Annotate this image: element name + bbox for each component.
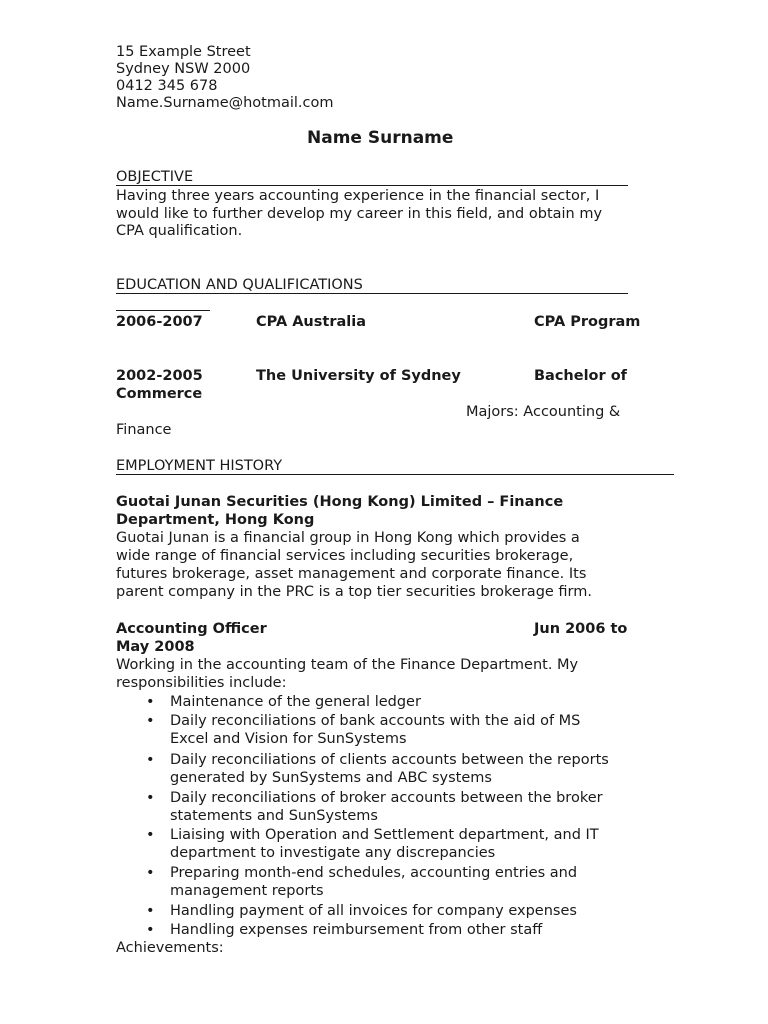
bullet-icon: •: [146, 752, 155, 768]
role-title: Accounting Officer: [116, 621, 267, 637]
role-intro-line-2: responsibilities include:: [116, 675, 287, 691]
list-item: [146, 903, 650, 921]
education-heading: [116, 277, 628, 294]
duty-text: Daily reconciliations of broker accounts between the broker: [170, 790, 603, 806]
edu-2-years: 2002-2005: [116, 368, 203, 384]
bullet-icon: •: [146, 922, 155, 938]
list-item: [146, 752, 650, 787]
education-heading-label: EDUCATION AND QUALIFICATIONS: [116, 277, 363, 293]
duty-text-cont: management reports: [170, 882, 324, 899]
company-desc-line-1: Guotai Junan is a financial group in Hong Kong which provides a: [116, 530, 580, 546]
objective-heading: [116, 169, 628, 186]
duty-text-cont: generated by SunSystems and ABC systems: [170, 769, 492, 786]
objective-line-1: Having three years accounting experience in the financial sector, I: [116, 188, 600, 204]
bullet-icon: •: [146, 865, 155, 881]
role-intro-line-1: Working in the accounting team of the Finance Department. My: [116, 657, 579, 673]
role-dates-cont: May 2008: [116, 639, 195, 655]
objective-line-3: CPA qualification.: [116, 223, 243, 239]
duty-text: Daily reconciliations of bank accounts with the aid of MS: [170, 713, 581, 729]
objective-heading-label: OBJECTIVE: [116, 169, 194, 185]
duty-text-cont: department to investigate any discrepancies: [170, 844, 496, 861]
duty-text-cont: Excel and Vision for SunSystems: [170, 730, 407, 747]
company-desc-line-4: parent company in the PRC is a top tier securities brokerage firm.: [116, 584, 593, 600]
page-title: Name Surname: [307, 128, 454, 148]
contact-phone: 0412 345 678: [116, 78, 218, 94]
list-item: [146, 827, 650, 862]
duty-text: Handling expenses reimbursement from other staff: [170, 922, 543, 938]
bullet-icon: •: [146, 790, 155, 806]
edu-2-majors-cont: Finance: [116, 422, 172, 438]
company-desc-line-3: futures brokerage, asset management and corporate finance. Its: [116, 566, 587, 582]
duty-text: Preparing month-end schedules, accounting entries and: [170, 865, 578, 881]
list-item: [146, 790, 650, 825]
employment-heading: [116, 458, 674, 475]
list-item: [146, 922, 650, 940]
duty-text-cont: statements and SunSystems: [170, 807, 378, 824]
bullet-icon: •: [146, 903, 155, 919]
bullet-icon: •: [146, 827, 155, 843]
edu-2-institution: The University of Sydney: [256, 368, 461, 384]
duty-text: Handling payment of all invoices for company expenses: [170, 903, 577, 919]
company-desc-line-2: wide range of financial services including securities brokerage,: [116, 548, 574, 564]
list-item: [146, 713, 650, 748]
employment-heading-label: EMPLOYMENT HISTORY: [116, 458, 283, 474]
contact-street: 15 Example Street: [116, 44, 251, 60]
company-name-line-1: Guotai Junan Securities (Hong Kong) Limited – Finance: [116, 494, 564, 510]
edu-2-majors: Majors: Accounting &: [466, 404, 621, 420]
duty-text: Daily reconciliations of clients accounts between the reports: [170, 752, 609, 768]
edu-1-years: 2006-2007: [116, 314, 203, 330]
bullet-icon: •: [146, 694, 155, 710]
objective-line-2: would like to further develop my career in this field, and obtain my: [116, 206, 603, 222]
contact-email: Name.Surname@hotmail.com: [116, 95, 334, 111]
contact-city: Sydney NSW 2000: [116, 61, 251, 77]
list-item: [146, 694, 650, 712]
duty-text: Liaising with Operation and Settlement department, and IT: [170, 827, 599, 843]
edu-2-award: Bachelor of: [534, 368, 627, 384]
achievements-label: Achievements:: [116, 940, 224, 956]
list-item: [146, 865, 650, 900]
edu-1-institution: CPA Australia: [256, 314, 366, 330]
role-dates: Jun 2006 to: [534, 621, 628, 637]
edu-1-award: CPA Program: [534, 314, 641, 330]
edu-2-award-cont: Commerce: [116, 386, 203, 402]
duty-text: Maintenance of the general ledger: [170, 694, 421, 710]
education-rule: [116, 310, 210, 311]
bullet-icon: •: [146, 713, 155, 729]
company-name-line-2: Department, Hong Kong: [116, 512, 315, 528]
